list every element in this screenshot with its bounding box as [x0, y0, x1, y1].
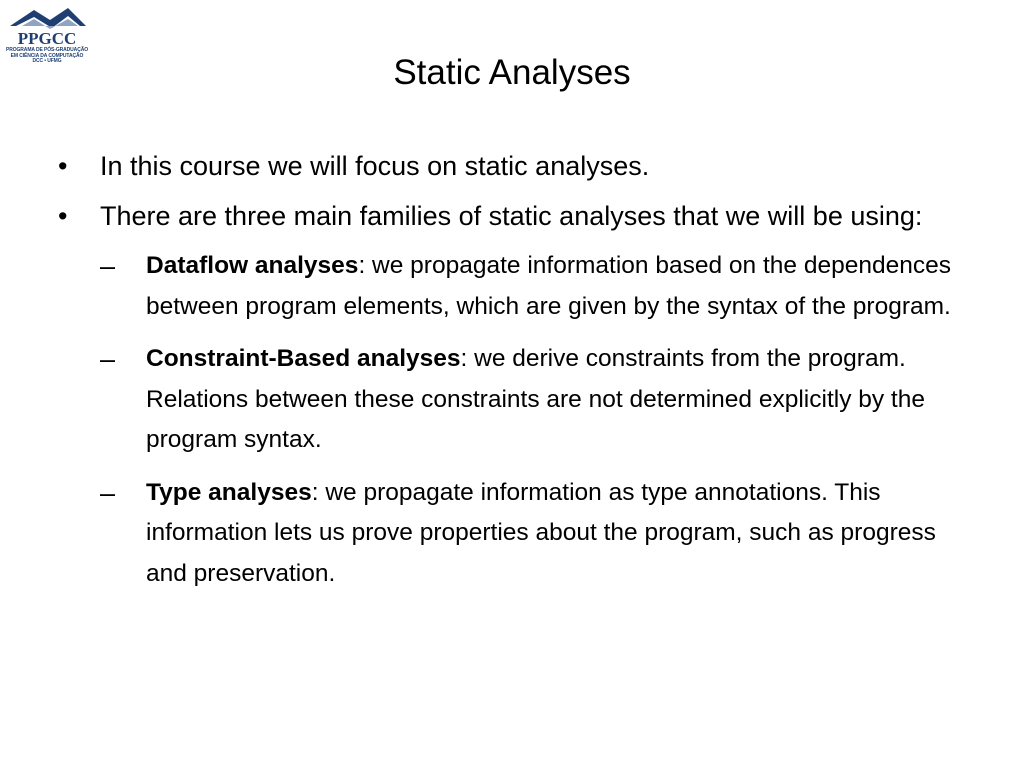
bullet-list [56, 146, 976, 606]
logo-subtitle-line: EM CIÊNCIA DA COMPUTAÇÃO [10, 52, 84, 59]
logo-text: PPGCC [17, 29, 77, 48]
bullet-item [56, 146, 976, 186]
bullet-text: There are three main families of static analyses that we will be using: [100, 201, 923, 231]
sub-bullet-term: Type analyses [146, 478, 312, 506]
sub-bullet-item [100, 473, 958, 595]
sub-bullet-text: : we propagate information as type annotations. This information lets us prove properties about the program, such as progress and preservation. [146, 478, 936, 587]
logo-subtitle-line: DCC • UFMG [32, 58, 62, 64]
sub-bullet-term: Constraint-Based analyses [146, 345, 461, 372]
slide-title: Static Analyses [393, 53, 631, 92]
dash-marker: – [100, 477, 116, 508]
bullet-marker: • [58, 201, 68, 231]
roof-icon [4, 4, 90, 48]
sub-bullet-text: : we derive constraints from the program. Relations between these constraints are not determined explicitly by the program syntax. [146, 345, 925, 453]
sub-bullet-term: Dataflow analyses [146, 252, 359, 279]
sub-bullet-text: : we propagate information based on the dependences between program elements, which are given by the syntax of the program. [146, 252, 951, 320]
bullet-item [56, 196, 976, 594]
dash-marker: – [100, 251, 116, 281]
logo-subtitle-line: PROGRAMA DE PÓS-GRADUAÇÃO [5, 47, 89, 53]
sub-bullet-item [100, 339, 958, 461]
dash-marker: – [100, 344, 116, 374]
bullet-text: In this course we will focus on static analyses. [100, 151, 650, 181]
bullet-marker: • [58, 151, 68, 181]
sub-bullet-item [100, 246, 958, 327]
sub-bullet-list [100, 246, 976, 594]
